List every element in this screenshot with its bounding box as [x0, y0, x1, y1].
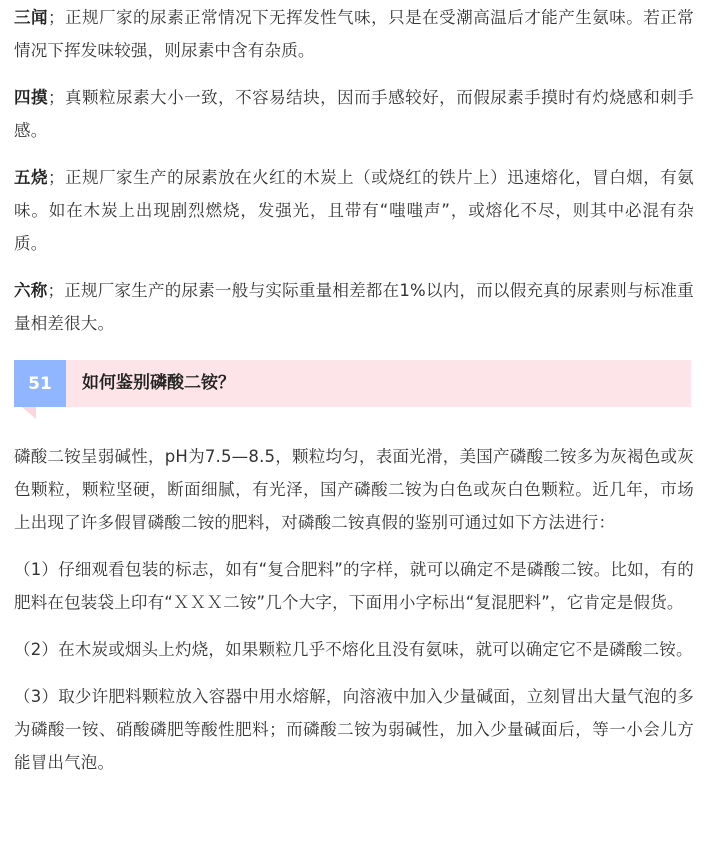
- item-label: 五烧: [14, 168, 49, 187]
- method-paragraph-3: （3）取少许肥料颗粒放入容器中用水熔解，向溶液中加入少量碱面，立刻冒出大量气泡的多为磷酸一铵、硝酸磷肥等酸性肥料；而磷酸二铵为弱碱性，加入少量碱面后，等一小会儿方能冒出气泡。: [14, 687, 694, 772]
- item-paragraph-weigh: [14, 274, 694, 340]
- item-label: 六称: [14, 281, 48, 300]
- section-title: 如何鉴别磷酸二铵？: [82, 373, 235, 393]
- item-text: ；正规厂家生产的尿素一般与实际重量相差都在1%以内，而以假充真的尿素则与标准重量相差很大。: [14, 281, 694, 333]
- item-paragraph-burn: [14, 161, 694, 260]
- method-paragraph-1: （1）仔细观看包装的标志，如有“复合肥料”的字样，就可以确定不是磷酸二铵。比如，有的肥料在包装袋上印有“ＸＸＸ二铵”几个大字，下面用小字标出“复混肥料”，它肯定是假货。: [14, 560, 694, 612]
- method-paragraph-2: （2）在木炭或烟头上灼烧，如果颗粒几乎不熔化且没有氨味，就可以确定它不是磷酸二铵。: [14, 640, 693, 659]
- badge-tail-decoration: [22, 407, 36, 419]
- item-text: ；真颗粒尿素大小一致，不容易结块，因而手感较好，而假尿素手摸时有灼烧感和刺手感。: [14, 88, 694, 140]
- item-text: ；正规厂家生产的尿素放在火红的木炭上（或烧红的铁片上）迅速熔化，冒白烟，有氨味。如在木炭上出现剧烈燃烧，发强光，且带有“嗤嗤声”，或熔化不尽，则其中必混有杂质。: [14, 168, 694, 253]
- section-number-badge: 51: [14, 360, 66, 407]
- intro-paragraph: 磷酸二铵呈弱碱性，pH为7.5—8.5，颗粒均匀，表面光滑，美国产磷酸二铵多为灰褐色或灰色颗粒，颗粒坚硬，断面细腻，有光泽，国产磷酸二铵为白色或灰白色颗粒。近几年，市场上出现了许多假冒磷酸二铵的肥料，对磷酸二铵真假的鉴别可通过如下方法进行：: [14, 447, 694, 532]
- item-paragraph-smell: [14, 0, 694, 67]
- section-heading: [14, 360, 691, 407]
- item-text: ；正规厂家的尿素正常情况下无挥发性气味，只是在受潮高温后才能产生氨味。若正常情况下挥发味较强，则尿素中含有杂质。: [14, 8, 694, 60]
- item-label: 三闻: [14, 8, 49, 27]
- item-paragraph-touch: [14, 81, 694, 147]
- item-label: 四摸: [14, 88, 49, 107]
